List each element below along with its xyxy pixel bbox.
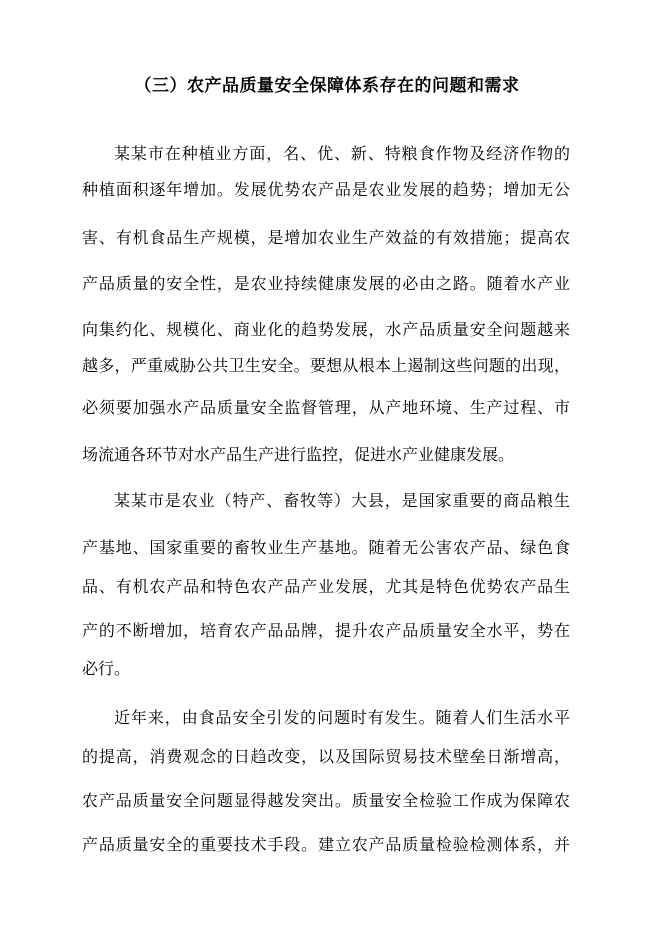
paragraph-3-line-2: 的提高，消费观念的日趋改变，以及国际贸易技术壁垒日渐增高， <box>82 747 570 766</box>
paragraph-2-line-2: 产基地、国家重要的畜牧业生产基地。随着无公害农产品、绿色食 <box>82 538 570 557</box>
paragraph-2-line-1: 某某市是农业（特产、畜牧等）大县，是国家重要的商品粮生 <box>114 491 570 510</box>
section-title <box>0 74 662 98</box>
paragraph-3-line-1: 近年来，由食品安全引发的问题时有发生。随着人们生活水平 <box>114 708 570 727</box>
section-title-text: （三）农产品质量安全保障体系存在的问题和需求 <box>134 76 520 96</box>
paragraph-2-line-3: 品、有机农产品和特色农产品产业发展，尤其是特色优势农产品生 <box>82 577 570 596</box>
paragraph-2-line-4: 产的不断增加，培育农产品品牌，提升农产品质量安全水平，势在 <box>82 621 570 640</box>
paragraph-3-line-4: 产品质量安全的重要技术手段。建立农产品质量检验检测体系，并 <box>82 835 570 854</box>
paragraph-1-line-4: 产品质量的安全性，是农业持续健康发展的必由之路。随着水产业 <box>82 274 570 293</box>
paragraph-1-line-5: 向集约化、规模化、商业化的趋势发展，水产品质量安全问题越来 <box>82 320 570 339</box>
paragraph-1-line-7: 必须要加强水产品质量安全监督管理，从产地环境、生产过程、市 <box>82 398 570 417</box>
paragraph-2-line-5: 必行。 <box>82 659 131 678</box>
paragraph-1-line-3: 害、有机食品生产规模，是增加农业生产效益的有效措施；提高农 <box>82 228 570 247</box>
paragraph-1-line-8: 场流通各环节对水产品生产进行监控，促进水产业健康发展。 <box>82 445 515 464</box>
paragraph-3-line-3: 农产品质量安全问题显得越发突出。质量安全检验工作成为保障农 <box>82 791 570 810</box>
paragraph-1-line-2: 种植面积逐年增加。发展优势农产品是农业发展的趋势；增加无公 <box>82 180 570 199</box>
paragraph-1-line-1: 某某市在种植业方面，名、优、新、特粮食作物及经济作物的 <box>114 144 570 163</box>
paragraph-1-line-6: 越多，严重威胁公共卫生安全。要想从根本上遏制这些问题的出现， <box>82 356 570 375</box>
